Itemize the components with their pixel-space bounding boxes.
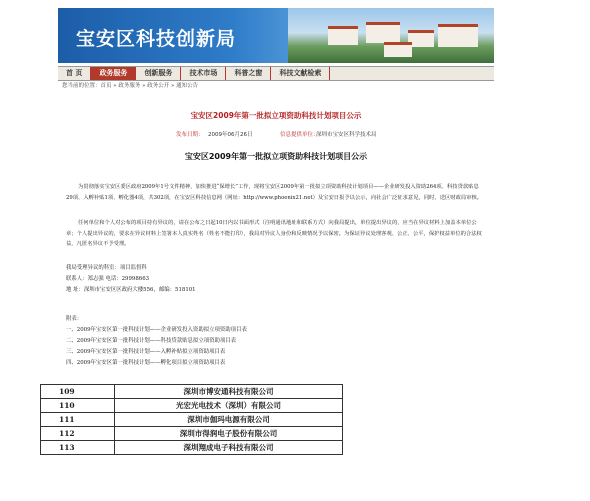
company-name: 深圳市伽玛电源有限公司 — [115, 413, 343, 427]
page-title: 宝安区2009年第一批拟立项资助科技计划项目公示 — [190, 111, 362, 120]
document-title: 宝安区2009年第一批拟立项资助科技计划项目公示 — [184, 152, 368, 161]
company-name: 深圳市得润电子股份有限公司 — [115, 427, 343, 441]
row-number: 111 — [41, 413, 115, 427]
row-number: 110 — [41, 399, 115, 413]
table-row — [41, 427, 343, 441]
site-banner — [58, 8, 494, 63]
site-title: 宝安区科技创新局 — [76, 28, 237, 50]
attachment-link-2[interactable]: 二、2009年宝安区第一批科技计划——科技贷款贴息拟立项资助项目表 — [66, 338, 237, 344]
banner-photo — [288, 8, 494, 63]
company-name: 深圳市博安通科技有限公司 — [115, 385, 343, 399]
source-label: 信息提供单位： — [280, 132, 319, 138]
contact-dept: 我局受理异议的科室：项目监督科 — [66, 265, 147, 271]
attachment-heading: 附表： — [66, 316, 83, 322]
attachment-link-4[interactable]: 四、2009年宝安区第一批科技计划——孵化项目拟立项资助项目表 — [66, 360, 226, 366]
main-nav — [58, 66, 494, 81]
nav-item[interactable]: 首 页 — [58, 67, 91, 80]
publish-date: 2009年06月26日 — [208, 132, 253, 138]
source: 深圳市宝安区科学技术局 — [316, 132, 377, 138]
table-row — [41, 399, 343, 413]
contact-block — [66, 263, 196, 296]
attachment-list — [66, 314, 247, 369]
row-number: 112 — [41, 427, 115, 441]
row-number: 113 — [41, 441, 115, 455]
nav-item[interactable]: 政务服务 — [91, 67, 136, 80]
company-name: 深圳翔成电子科技有限公司 — [115, 441, 343, 455]
project-table — [40, 384, 343, 455]
contact-person: 联系人：郑志强 电话：29998663 — [66, 276, 150, 282]
attachment-link-3[interactable]: 三、2009年宝安区第一批科技计划——入孵补贴拟立项资助项目表 — [66, 349, 226, 355]
table-row — [41, 441, 343, 455]
table-row — [41, 413, 343, 427]
nav-item[interactable]: 技术市场 — [181, 67, 226, 80]
paragraph-objection: 任何单位和个人对公布的项目持有异议的，请在公布之日起10日内以书面形式（注明通讯地址和联系方式）向我局提出，单位提出异议的，应当在异议材料上加盖本单位公章；个人提出异议的，要求在异议材料上签署本人真实姓名（姓名不能打印），我局对异议人身份和反映情况予以保密。为保证异议处理客观、公正、公平，保护权益单位的合法权益，凡匿名异议不予受理。 — [66, 220, 482, 247]
nav-item[interactable]: 创新服务 — [136, 67, 181, 80]
nav-item[interactable]: 科技文献检索 — [271, 67, 330, 80]
contact-address: 地 址：深圳市宝安区区政府大楼556，邮编：518101 — [66, 287, 196, 293]
row-number: 109 — [41, 385, 115, 399]
nav-item[interactable]: 科普之窗 — [226, 67, 271, 80]
date-label: 发布日期： — [176, 132, 204, 138]
company-name: 光宏光电技术（深圳）有限公司 — [115, 399, 343, 413]
breadcrumb: 您当前的位置：首页 » 政务服务 » 政务公开 » 通知公告 — [62, 83, 199, 89]
paragraph-intro: 为贯彻落实宝安区委区政府2009年1号文件精神，加快推进“保增长”工作，现将宝安区2009年第一批拟立项资助科技计划项目——企业研发投入资助264项、科技贷款贴息29项、入孵补贴1项、孵化器4项，共302项，在宝安区科技信息网（网址：http://www.phoenix21.net）及宝安日报予以公示，向社会广泛征求意见，同时，送区财政局审核。 — [66, 184, 483, 201]
table-row — [41, 385, 343, 399]
attachment-link-1[interactable]: 一、2009年宝安区第一批科技计划——企业研发投入资助拟立项资助项目表 — [66, 327, 247, 333]
